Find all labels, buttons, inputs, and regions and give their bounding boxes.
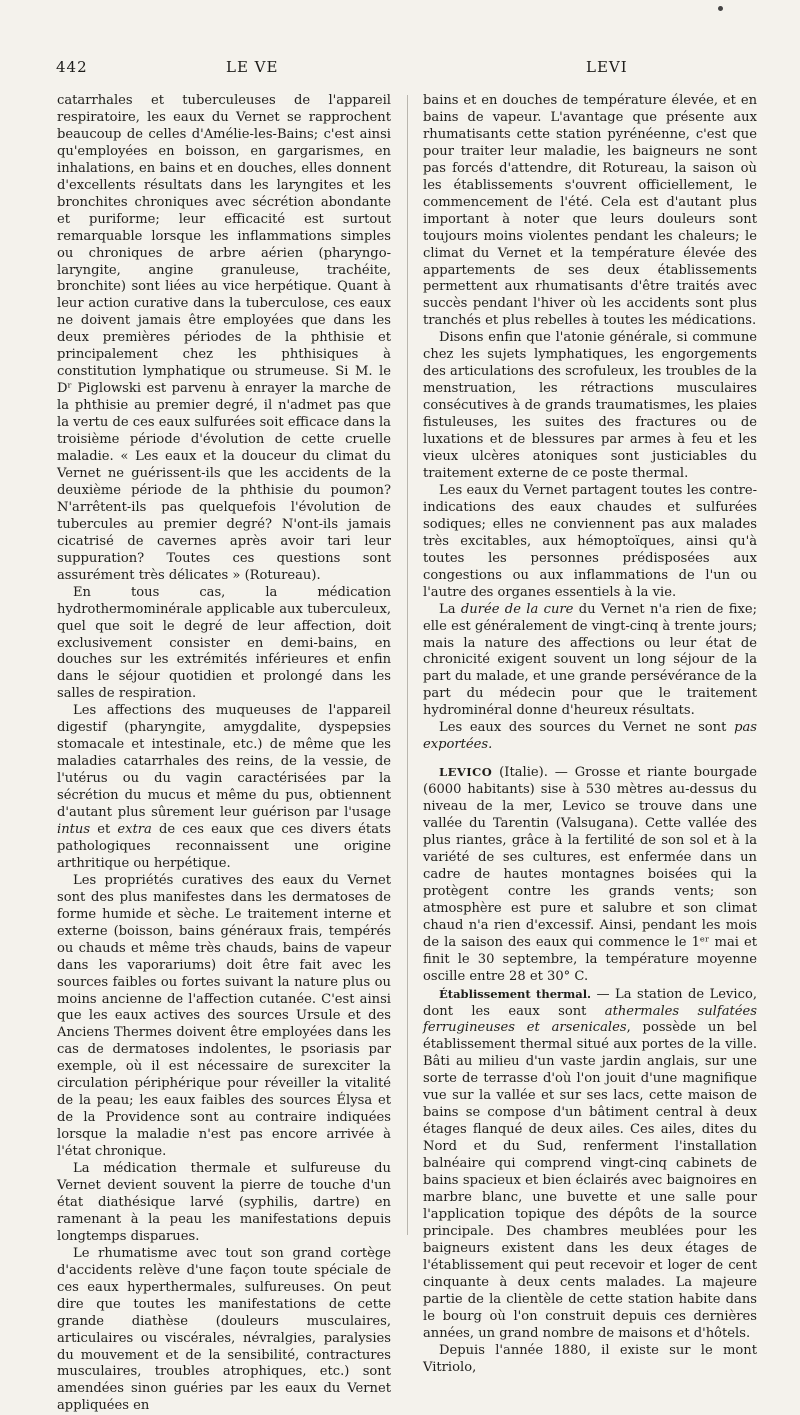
- column-divider: [407, 95, 408, 1235]
- text-run: et: [90, 821, 118, 837]
- text-run: — La station de Levico, dont les eaux sont: [423, 986, 757, 1019]
- paragraph: La médication thermale et sulfureuse du Vernet devient souvent la pierre de touche d'un état diathésique larvé (syphilis, dartre) en ramenant à la peau les manifestations depuis longtemps disparues.: [57, 1161, 391, 1244]
- paragraph: [423, 986, 757, 1343]
- paragraph: Depuis l'année 1880, il existe sur le mont Vitriolo,: [423, 1342, 757, 1375]
- italic-term: pas exportées.: [423, 720, 757, 753]
- text-run: de ces eaux que ces divers états pathologiques reconnaissent une origine arthritique ou herpétique.: [57, 821, 391, 871]
- text-run: La: [439, 601, 461, 617]
- text-run: du Vernet n'a rien de fixe; elle est généralement de vingt-cinq à trente jours; mais la nature des affections ou leur état de chronicité exigent souvent un long séjour de la part du malade, et une grande persévérance de la part du médecin pour que le traitement hydrominéral donne d'heureux résultats.: [423, 601, 757, 719]
- left-column: [57, 93, 391, 1415]
- page-number: 442: [56, 58, 88, 76]
- paragraph: Le rhumatisme avec tout son grand cortège d'accidents relève d'une façon toute spéciale de ces eaux hyperthermales, sulfureuses. On peut dire que toutes les manifestations de cette grande diathèse (douleurs musculaires, articulaires ou viscérales, névralgies, paralysies du mouvement et de la sensibilité, contractures musculaires, troubles atrophiques, etc.) sont amendées sinon guéries par les eaux du Vernet appliquées en: [57, 1245, 391, 1414]
- paragraph: Disons enfin que l'atonie générale, si commune chez les sujets lymphatiques, les engorgements des articulations des scrofuleux, les troubles de la menstruation, les rétractions musculaires consécutives à de grands traumatismes, les plaies fistuleuses, les suites des fractures ou de luxations et de blessures par armes à feu et les vieux ulcères atoniques sont justiciables du traitement externe de ce poste thermal.: [423, 330, 757, 481]
- running-head-right: LEVI: [586, 58, 628, 76]
- paragraph: catarrhales et tuberculeuses de l'appareil respiratoire, les eaux du Vernet se rapprochent beaucoup de celles d'Amélie-les-Bains; c'est ainsi qu'employées en boisson, en gargarismes, en inhalations, en bains et en douches, elles donnent d'excellents résultats dans les laryngites et les bronchites chroniques avec sécrétion abondante et puriforme; leur efficacité est surtout remarquable lorsque les inflammations simples ou chroniques de arbre aérien (pharyngo-laryngite, angine granuleuse, trachéite, bronchite) sont liées au vice herpétique. Quant à leur action curative dans la tuberculose, ces eaux ne doivent jamais être employées que dans les deux premières périodes de la phthisie et principalement chez les phthisiques à constitution lymphatique ou strumeuse. Si M. le Dʳ Piglowski est parvenu à enrayer la marche de la phthisie au premier degré, il n'admet pas que la vertu de ces eaux sulfurées soit efficace dans la troisième période d'évolution de cette cruelle maladie. « Les eaux et la douceur du climat du Vernet ne guérissent-ils que les accidents de la deuxième période de la phthisie du poumon? N'arrêtent-ils pas quelquefois l'évolution de tubercules au premier degré? N'ont-ils jamais cicatrisé de cavernes après avoir tari leur suppuration? Toutes ces questions sont assurément très délicates » (Rotureau).: [57, 93, 391, 583]
- italic-term: athermales sulfatées ferrugineuses et arsenicales: [423, 1003, 757, 1036]
- entry-headword: LEVICO: [439, 765, 493, 780]
- italic-term: extra: [117, 821, 152, 837]
- italic-term: intus: [57, 821, 91, 837]
- entry-paragraph: [423, 764, 757, 985]
- paragraph: En tous cas, la médication hydrothermominérale applicable aux tuberculeux, quel que soit le degré de leur affection, doit exclusivement consister en demi-bains, en douches sur les extrémités inférieures et enfin dans le séjour quotidien et prolongé dans les salles de respiration.: [57, 584, 391, 702]
- paragraph: [57, 703, 391, 873]
- paragraph: bains et en douches de température élevée, et en bains de vapeur. L'avantage que présente aux rhumatisants cette station pyrénéenne, c'est que pour traiter leur maladie, les baigneurs ne sont pas forcés d'attendre, dit Rotureau, la saison où les établissements s'ouvrent officiellement, le commencement de l'été. Cela est d'autant plus important à noter que leurs douleurs sont toujours moins violentes pendant les chaleurs; le climat du Vernet et la température élevée des appartements de ses deux établissements permettent aux rhumatisants d'être traités avec succès pendant l'hiver où les accidents sont plus tranchés et plus rebelles à toutes les médications.: [423, 93, 757, 329]
- page-header: [56, 58, 760, 82]
- right-column: [423, 93, 757, 1376]
- subheading: Établissement thermal.: [439, 986, 592, 1001]
- text-run: , possède un bel établissement thermal situé aux portes de la ville. Bâti au milieu d'un vaste jardin anglais, sur une sorte de terrasse d'où l'on jouit d'une magnifique vue sur la vallée et sur ses lacs, cette maison de bains se compose d'un bâtiment central à deux étages flanqué de deux ailes. Ces ailes, dites du Nord et du Sud, renferment l'installation balnéaire qui comprend vingt-cinq cabinets de bains spacieux et bien éclairés avec baignoires en marbre blanc, une buvette et une salle pour l'application topique des dépôts de la source principale. Des chambres meublées pour les baigneurs existent dans les deux étages de l'établissement qui peut recevoir et loger de cent cinquante à deux cents malades. La majeure partie de la clientèle de cette station habite dans le bourg où l'on construit depuis ces dernières années, un grand nombre de maisons et d'hôtels.: [423, 1020, 757, 1341]
- paragraph: [423, 720, 757, 754]
- paragraph: [423, 602, 757, 721]
- ink-speck: [718, 6, 723, 11]
- paragraph: Les propriétés curatives des eaux du Vernet sont des plus manifestes dans les dermatoses de forme humide et sèche. Le traitement interne et externe (boisson, bains généraux frais, tempérés ou chauds et même très chauds, bains de vapeur dans les vaporariums) doit être fait avec les sources faibles ou fortes suivant la nature plus ou moins ancienne de l'affection cutanée. C'est ainsi que les eaux actives des sources Ursule et des Anciens Thermes doivent être employées dans les cas de dermatoses indolentes, le psoriasis par exemple, où il est nécessaire de surexciter la circulation périphérique pour réveiller la vitalité de la peau; les eaux faibles des sources Élysa et de la Providence sont au contraire indiquées lorsque la maladie n'est pas encore arrivée à l'état chronique.: [57, 872, 391, 1160]
- text-run: Les eaux des sources du Vernet ne sont: [439, 720, 735, 736]
- paragraph: Les eaux du Vernet partagent toutes les contre-indications des eaux chaudes et sulfurées sodiques; elles ne conviennent pas aux malades très excitables, aux hémoptoïques, ainsi qu'à toutes les personnes prédisposées aux congestions ou aux inflammations de l'un ou l'autre des organes essentiels à la vie.: [423, 482, 757, 600]
- running-head-left: LE VE: [226, 58, 279, 76]
- text-run: Les affections des muqueuses de l'appareil digestif (pharyngite, amygdalite, dyspepsies stomacale et intestinale, etc.) de même que les maladies catarrhales des reins, de la vessie, de l'utérus ou du vagin caractérisées par la sécrétion du mucus et même du pus, obtiennent d'autant plus sûrement leur guérison par l'usage: [57, 703, 391, 821]
- italic-term: durée de la cure: [460, 601, 574, 617]
- text-run: (Italie). — Grosse et riante bourgade (6000 habitants) sise à 530 mètres au-dessus du niveau de la mer, Levico se trouve dans une vallée du Tarentin (Valsugana). Cette vallée des plus riantes, grâce à la fertilité de son sol et à la variété de ses cultures, est enfermée dans un cadre de hautes montagnes boisées qui la protègent contre les grands vents; son atmosphère est pure et salubre et son climat chaud n'a rien d'excessif. Ainsi, pendant les mois de la saison des eaux qui commence le 1ᵉʳ mai et finit le 30 septembre, la température moyenne oscille entre 28 et 30° C.: [423, 765, 757, 984]
